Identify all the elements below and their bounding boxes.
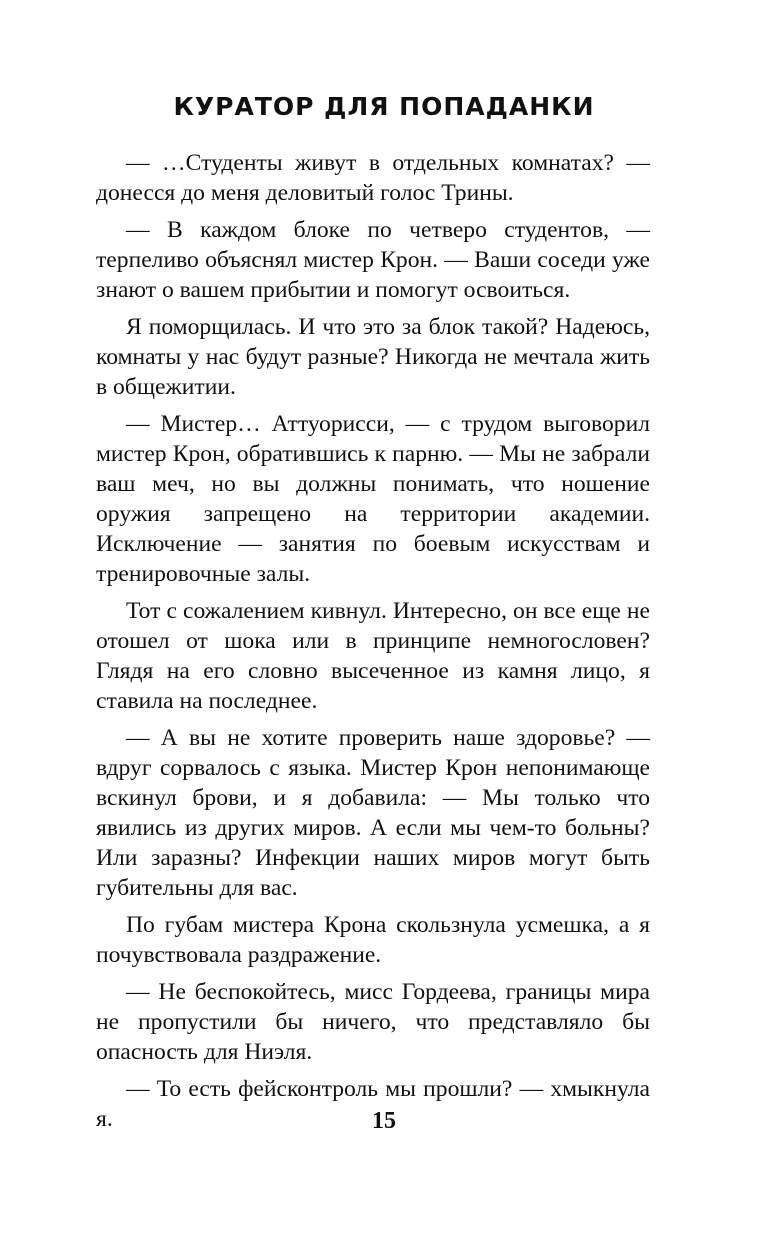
running-header-title: КУРАТОР ДЛЯ ПОПАДАНКИ xyxy=(173,92,595,121)
page-number: 15 xyxy=(372,1108,396,1134)
paragraph: — Мистер… Аттуорисси, — с трудом выговорил мистер Крон, обратившись к парню. — Мы не забрали ваш меч, но вы должны понимать, что ношение оружия запрещено на территории академии. Исключение — занятия по боевым искусствам и тренировочные залы. xyxy=(96,411,650,587)
paragraph: — То есть фейсконтроль мы прошли? — хмыкнула я. xyxy=(96,1076,650,1132)
paragraph: — Не беспокойтесь, мисс Гордеева, границы мира не пропустили бы ничего, что представляло бы опасность для Ниэля. xyxy=(96,979,650,1065)
paragraph: Тот с сожалением кивнул. Интересно, он все еще не отошел от шока или в принципе немногословен? Глядя на его словно высеченное из камня лицо, я ставила на последнее. xyxy=(96,598,650,714)
page-body-text xyxy=(96,148,650,1141)
paragraph: — В каждом блоке по четверо студентов, — терпеливо объяснял мистер Крон. — Ваши соседи уже знают о вашем прибытии и помогут освоиться. xyxy=(96,217,650,303)
paragraph: По губам мистера Крона скользнула усмешка, а я почувствовала раздражение. xyxy=(96,912,650,968)
paragraph: — А вы не хотите проверить наше здоровье? — вдруг сорвалось с языка. Мистер Крон непонимающе вскинул брови, и я добавила: — Мы только что явились из других миров. А если мы чем-то больны? Или заразны? Инфекции наших миров могут быть губительны для вас. xyxy=(96,725,650,901)
paragraph: — …Студенты живут в отдельных комнатах? — донесся до меня деловитый голос Трины. xyxy=(96,150,650,206)
paragraph: Я поморщилась. И что это за блок такой? Надеюсь, комнаты у нас будут разные? Никогда не мечтала жить в общежитии. xyxy=(96,314,650,400)
